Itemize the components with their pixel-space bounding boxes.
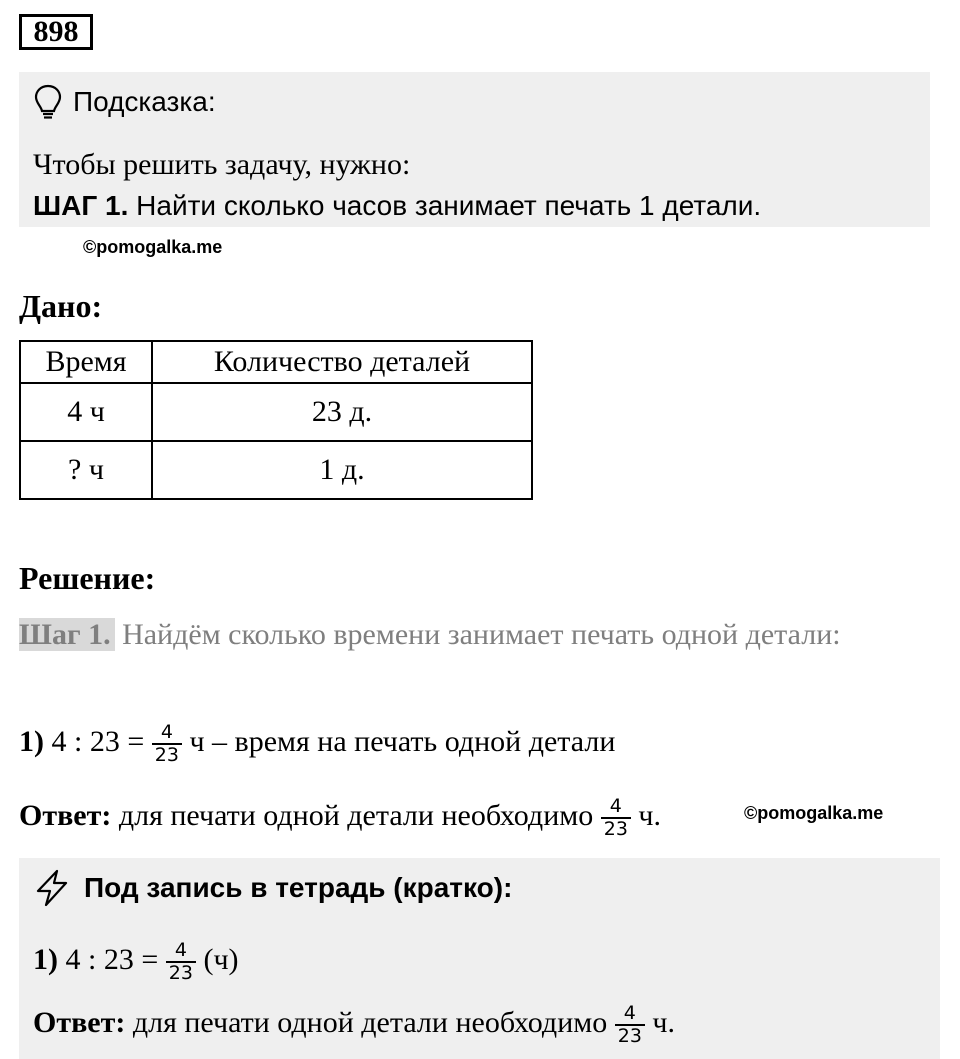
table-cell: 1 д. [152,441,532,499]
equation-1 [19,712,615,772]
fraction [166,940,196,984]
hint-intro: Чтобы решить задачу, нужно: [33,148,411,181]
brief-equation [33,930,239,990]
fraction-numerator: 4 [609,795,622,818]
answer-label: Ответ: [19,799,112,832]
fraction-numerator: 4 [623,1002,636,1025]
answer-text: для печати одной детали необходимо [111,799,601,832]
given-table [19,340,533,500]
hint-title: Подсказка: [73,86,216,117]
step-1-text: Найдём сколько времени занимает печать одной детали: [114,618,841,651]
hint-step-text: Найти сколько часов занимает печать 1 детали. [128,190,762,221]
solution-step-1 [19,614,940,656]
fraction-denominator: 23 [615,1024,645,1047]
hint-step-label: ШАГ 1. [33,190,129,221]
given-title: Дано: [19,288,103,324]
answer [19,786,661,846]
fraction [152,722,182,766]
brief-answer [33,993,675,1053]
equation-number: 1) [33,943,58,976]
answer-unit: ч. [644,1006,676,1039]
fraction [615,1003,645,1047]
solution-title: Решение: [19,560,156,596]
equation-expression: 4 : 23 = [58,943,166,976]
fraction-denominator: 23 [601,817,631,840]
table-cell: ? ч [20,441,152,499]
brief-title: Под запись в тетрадь (кратко): [84,872,513,903]
hint-step [33,186,761,226]
lightbulb-icon [33,82,63,122]
fraction-denominator: 23 [166,961,196,984]
lightning-icon [33,868,71,908]
step-1-label: Шаг 1. [19,618,115,651]
table-row [20,441,532,499]
table-header-cell: Время [20,341,152,383]
equation-unit: (ч) [195,943,239,976]
watermark: ©pomogalka.me [83,237,223,257]
fraction-numerator: 4 [174,939,187,962]
table-cell: 4 ч [20,383,152,441]
equation-number: 1) [19,725,44,758]
equation-expression: 4 : 23 = [44,725,152,758]
table-header-cell: Количество деталей [152,341,532,383]
answer-label: Ответ: [33,1006,126,1039]
answer-unit: ч. [630,799,662,832]
watermark: ©pomogalka.me [744,803,884,823]
fraction [601,796,631,840]
table-row [20,383,532,441]
equation-description: ч – время на печать одной детали [181,725,616,758]
fraction-denominator: 23 [152,743,182,766]
task-number: 898 [19,14,93,50]
table-cell: 23 д. [152,383,532,441]
answer-text: для печати одной детали необходимо [125,1006,615,1039]
fraction-numerator: 4 [160,721,173,744]
table-header-row [20,341,532,383]
